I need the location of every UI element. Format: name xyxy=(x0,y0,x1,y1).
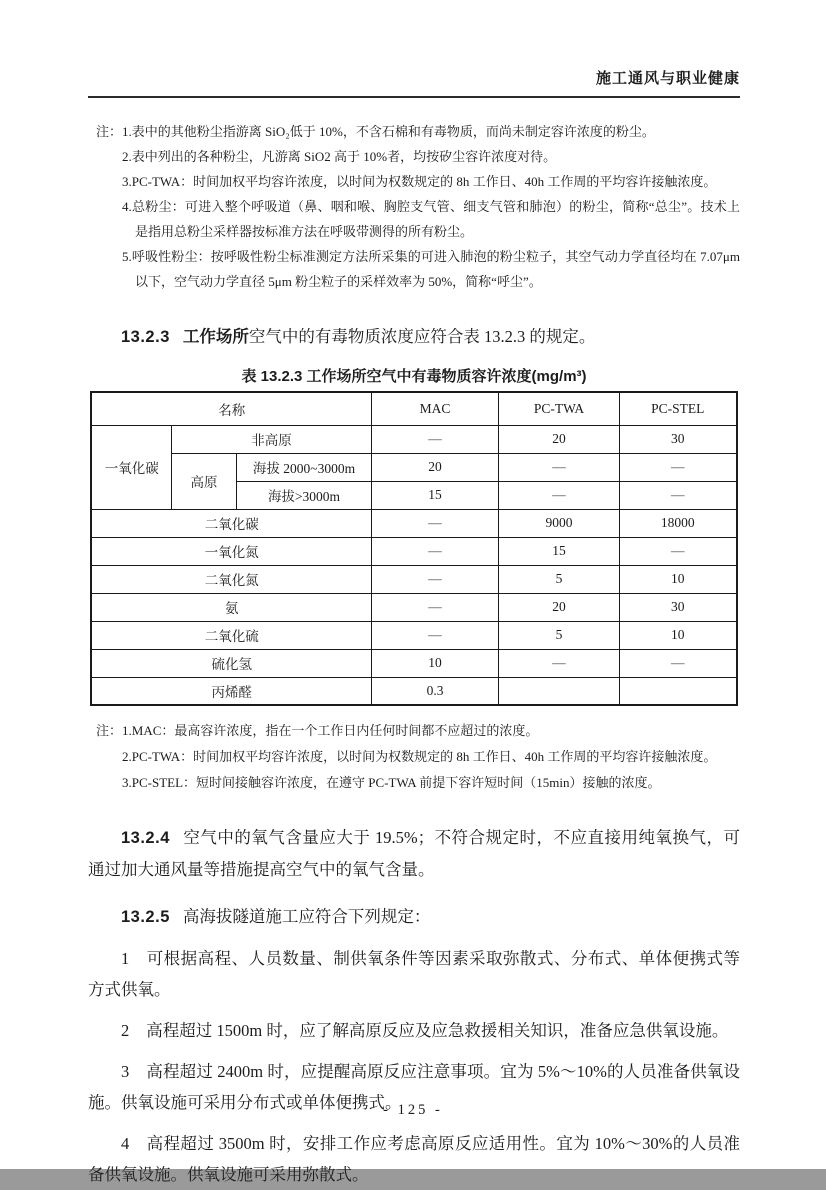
cell-pctwa: 20 xyxy=(499,593,620,621)
cell-pcstel: 10 xyxy=(620,565,737,593)
cell-pctwa: 5 xyxy=(499,621,620,649)
table-row xyxy=(91,649,736,677)
clause-bold-lead: 工作场所 xyxy=(182,328,249,346)
cell-substance-co: 一氧化碳 xyxy=(91,425,171,509)
note-item: 1.表中的其他粉尘指游离 SiO₂低于 10%，不含石棉和有毒物质，而尚未制定容许浓度的粉尘。 xyxy=(122,124,655,139)
note-item: 1.MAC：最高容许浓度，指在一个工作日内任何时间都不应超过的浓度。 xyxy=(122,723,539,738)
cell-pcstel: 10 xyxy=(620,621,737,649)
cell-pcstel: — xyxy=(620,453,737,481)
list-item-2 xyxy=(88,1015,740,1046)
table-row xyxy=(91,593,736,621)
clause-13-2-3 xyxy=(88,321,740,353)
cell-pctwa: — xyxy=(499,481,620,509)
note-item: 2.PC-TWA：时间加权平均容许浓度，以时间为权数规定的 8h 工作日、40h 工作周的平均容许接触浓度。 xyxy=(122,749,717,764)
clause-13-2-4 xyxy=(88,822,740,886)
cell-pctwa: 5 xyxy=(499,565,620,593)
item-number: 1 xyxy=(121,949,130,968)
cell-mac: — xyxy=(372,425,499,453)
header-rule xyxy=(88,96,740,98)
cell-mac: — xyxy=(372,537,499,565)
cell-pcstel: 30 xyxy=(620,593,737,621)
running-head-title: 施工通风与职业健康 xyxy=(595,70,740,87)
cell-pcstel: 30 xyxy=(620,425,737,453)
cell-substance: 二氧化氮 xyxy=(91,565,371,593)
cell-mac: — xyxy=(372,509,499,537)
table-row xyxy=(91,621,736,649)
cell-mac: — xyxy=(372,593,499,621)
cell-mac: — xyxy=(372,565,499,593)
cell-mac: 10 xyxy=(372,649,499,677)
note-item: 2.表中列出的各种粉尘，凡游离 SiO2 高于 10%者，均按矽尘容许浓度对待。 xyxy=(122,149,557,164)
list-item-4 xyxy=(88,1128,740,1190)
cell-pcstel xyxy=(620,677,737,705)
cell-substance: 一氧化氮 xyxy=(91,537,371,565)
table-row xyxy=(91,425,736,453)
notes-body xyxy=(122,119,740,294)
note-item: 3.PC-TWA：时间加权平均容许浓度，以时间为权数规定的 8h 工作日、40h 工作周的平均容许接触浓度。 xyxy=(122,174,717,189)
note-item: 3.PC-STEL：短时间接触容许浓度，在遵守 PC-TWA 前提下容许短时间（15min）接触的浓度。 xyxy=(122,775,661,790)
clause-text: 空气中的有毒物质浓度应符合表 13.2.3 的规定。 xyxy=(248,327,596,346)
cell-mac: 20 xyxy=(372,453,499,481)
cell-pcstel: 18000 xyxy=(620,509,737,537)
notes-body xyxy=(122,718,740,796)
note-item: 4.总粉尘：可进入整个呼吸道（鼻、咽和喉、胸腔支气管、细支气管和肺泡）的粉尘，简称“总尘”。技术上是指用总粉尘采样器按标准方法在呼吸带测得的所有粉尘。 xyxy=(122,199,740,239)
clause-13-2-5 xyxy=(88,901,740,933)
notes-label: 注： xyxy=(96,723,123,738)
table-row xyxy=(91,565,736,593)
cell-substance: 硫化氢 xyxy=(91,649,371,677)
page-header xyxy=(88,70,740,98)
cell-substance: 丙烯醛 xyxy=(91,677,371,705)
item-number: 4 xyxy=(121,1134,130,1153)
table-row xyxy=(91,453,736,481)
item-number: 3 xyxy=(121,1062,130,1081)
cell-pctwa xyxy=(499,677,620,705)
item-number: 2 xyxy=(121,1021,130,1040)
cell-mac: 15 xyxy=(372,481,499,509)
toxic-substance-concentration-table xyxy=(90,391,737,706)
header-cell-pctwa: PC-TWA xyxy=(499,392,620,425)
cell-mac: — xyxy=(372,621,499,649)
cell-altitude: 海拔 2000~3000m xyxy=(236,453,371,481)
item-text: 可根据高程、人员数量、制供氧条件等因素采取弥散式、分布式、单体便携式等方式供氧。 xyxy=(88,949,740,999)
cell-pcstel: — xyxy=(620,537,737,565)
page-number: - 125 - xyxy=(383,1102,443,1118)
table-caption: 表 13.2.3 工作场所空气中有毒物质容许浓度(mg/m³) xyxy=(241,368,587,385)
clause-number: 13.2.5 xyxy=(121,908,170,926)
cell-pcstel: — xyxy=(620,649,737,677)
table-notes-definitions xyxy=(88,718,740,796)
cell-pctwa: 9000 xyxy=(499,509,620,537)
table-row xyxy=(91,509,736,537)
item-text: 高程超过 3500m 时，安排工作应考虑高原反应适用性。宜为 10%～30%的人员准备供氧设施。供氧设施可采用弥散式。 xyxy=(88,1134,740,1184)
cell-pctwa: — xyxy=(499,453,620,481)
item-text: 高程超过 2400m 时，应提醒高原反应注意事项。宜为 5%～10%的人员准备供氧设施。供氧设施可采用分布式或单体便携式。 xyxy=(88,1062,740,1112)
cell-altitude: 海拔>3000m xyxy=(236,481,371,509)
cell-pctwa: 15 xyxy=(499,537,620,565)
header-cell-name: 名称 xyxy=(91,392,371,425)
header-cell-pcstel: PC-STEL xyxy=(620,392,737,425)
list-item-1 xyxy=(88,943,740,1005)
clause-number: 13.2.4 xyxy=(121,829,170,847)
cell-pcstel: — xyxy=(620,481,737,509)
header-cell-mac: MAC xyxy=(372,392,499,425)
table-header-row xyxy=(91,392,736,425)
cell-substance: 氨 xyxy=(91,593,371,621)
cell-pctwa: 20 xyxy=(499,425,620,453)
note-item: 5.呼吸性粉尘：按呼吸性粉尘标准测定方法所采集的可进入肺泡的粉尘粒子，其空气动力学直径均在 7.07μm 以下，空气动力学直径 5μm 粉尘粒子的采样效率为 50%，简称“呼尘”。 xyxy=(122,249,740,289)
clause-text: 空气中的氧气含量应大于 19.5%；不符合规定时，不应直接用纯氧换气，可通过加大通风量等措施提高空气中的氧气含量。 xyxy=(88,828,740,879)
table-notes-dust xyxy=(88,119,740,294)
notes-label: 注： xyxy=(96,124,123,139)
table-row xyxy=(91,677,736,705)
cell-level: 非高原 xyxy=(171,425,371,453)
cell-substance: 二氧化碳 xyxy=(91,509,371,537)
cell-substance: 二氧化硫 xyxy=(91,621,371,649)
clause-number: 13.2.3 xyxy=(121,328,170,346)
item-text: 高程超过 1500m 时，应了解高原反应及应急救援相关知识，准备应急供氧设施。 xyxy=(146,1021,729,1040)
cell-level-plateau: 高原 xyxy=(171,453,236,509)
table-row xyxy=(91,537,736,565)
cell-mac: 0.3 xyxy=(372,677,499,705)
clause-text: 高海拔隧道施工应符合下列规定： xyxy=(182,907,431,926)
cell-pctwa: — xyxy=(499,649,620,677)
